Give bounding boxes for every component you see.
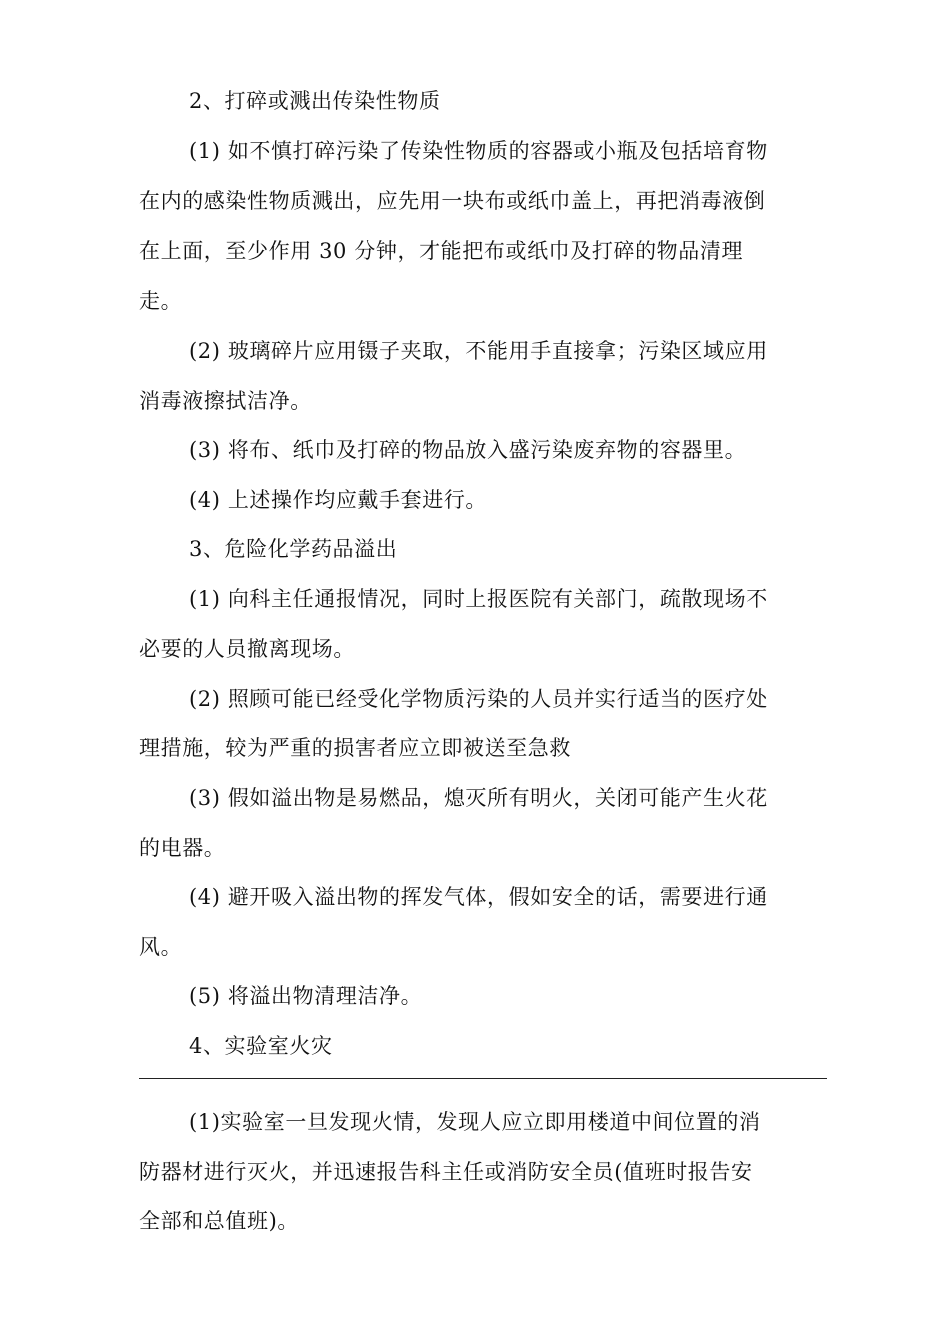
paragraph-line: (4) 上述操作均应戴手套进行。	[189, 488, 488, 512]
section-heading-2: 2、打碎或溅出传染性物质	[189, 89, 441, 113]
paragraph-line: (3) 将布、纸巾及打碎的物品放入盛污染废弃物的容器里。	[189, 438, 747, 462]
paragraph-line: 必要的人员撤离现场。	[139, 637, 355, 661]
paragraph-line: (5) 将溢出物清理洁净。	[189, 984, 423, 1008]
paragraph-line: 风。	[139, 935, 183, 959]
paragraph-line: (1) 向科主任通报情况，同时上报医院有关部门，疏散现场不	[189, 587, 768, 611]
paragraph-line: 在内的感染性物质溅出，应先用一块布或纸巾盖上，再把消毒液倒	[139, 189, 766, 213]
paragraph-line: 防器材进行灭火，并迅速报告科主任或消防安全员(值班时报告安	[139, 1160, 753, 1184]
paragraph-line: (3) 假如溢出物是易燃品，熄灭所有明火，关闭可能产生火花	[189, 786, 768, 810]
paragraph-line: 在上面，至少作用 30 分钟，才能把布或纸巾及打碎的物品清理	[139, 239, 744, 263]
paragraph-line: 的电器。	[139, 836, 226, 860]
section-heading-4: 4、实验室火灾	[189, 1034, 333, 1058]
paragraph-line: (1)实验室一旦发现火情，发现人应立即用楼道中间位置的消	[189, 1110, 761, 1134]
paragraph-line: (2) 照顾可能已经受化学物质污染的人员并实行适当的医疗处	[189, 687, 768, 711]
paragraph-line: 全部和总值班)。	[139, 1209, 299, 1233]
paragraph-line: 理措施，较为严重的损害者应立即被送至急救	[139, 736, 571, 760]
paragraph-line: (4) 避开吸入溢出物的挥发气体，假如安全的话，需要进行通	[189, 885, 768, 909]
page-divider	[139, 1078, 827, 1079]
paragraph-line: (2) 玻璃碎片应用镊子夹取，不能用手直接拿；污染区域应用	[189, 339, 768, 363]
section-heading-3: 3、危险化学药品溢出	[189, 537, 398, 561]
paragraph-line: 走。	[139, 289, 183, 313]
paragraph-line: (1) 如不慎打碎污染了传染性物质的容器或小瓶及包括培育物	[189, 139, 768, 163]
paragraph-line: 消毒液擦拭洁净。	[139, 389, 312, 413]
